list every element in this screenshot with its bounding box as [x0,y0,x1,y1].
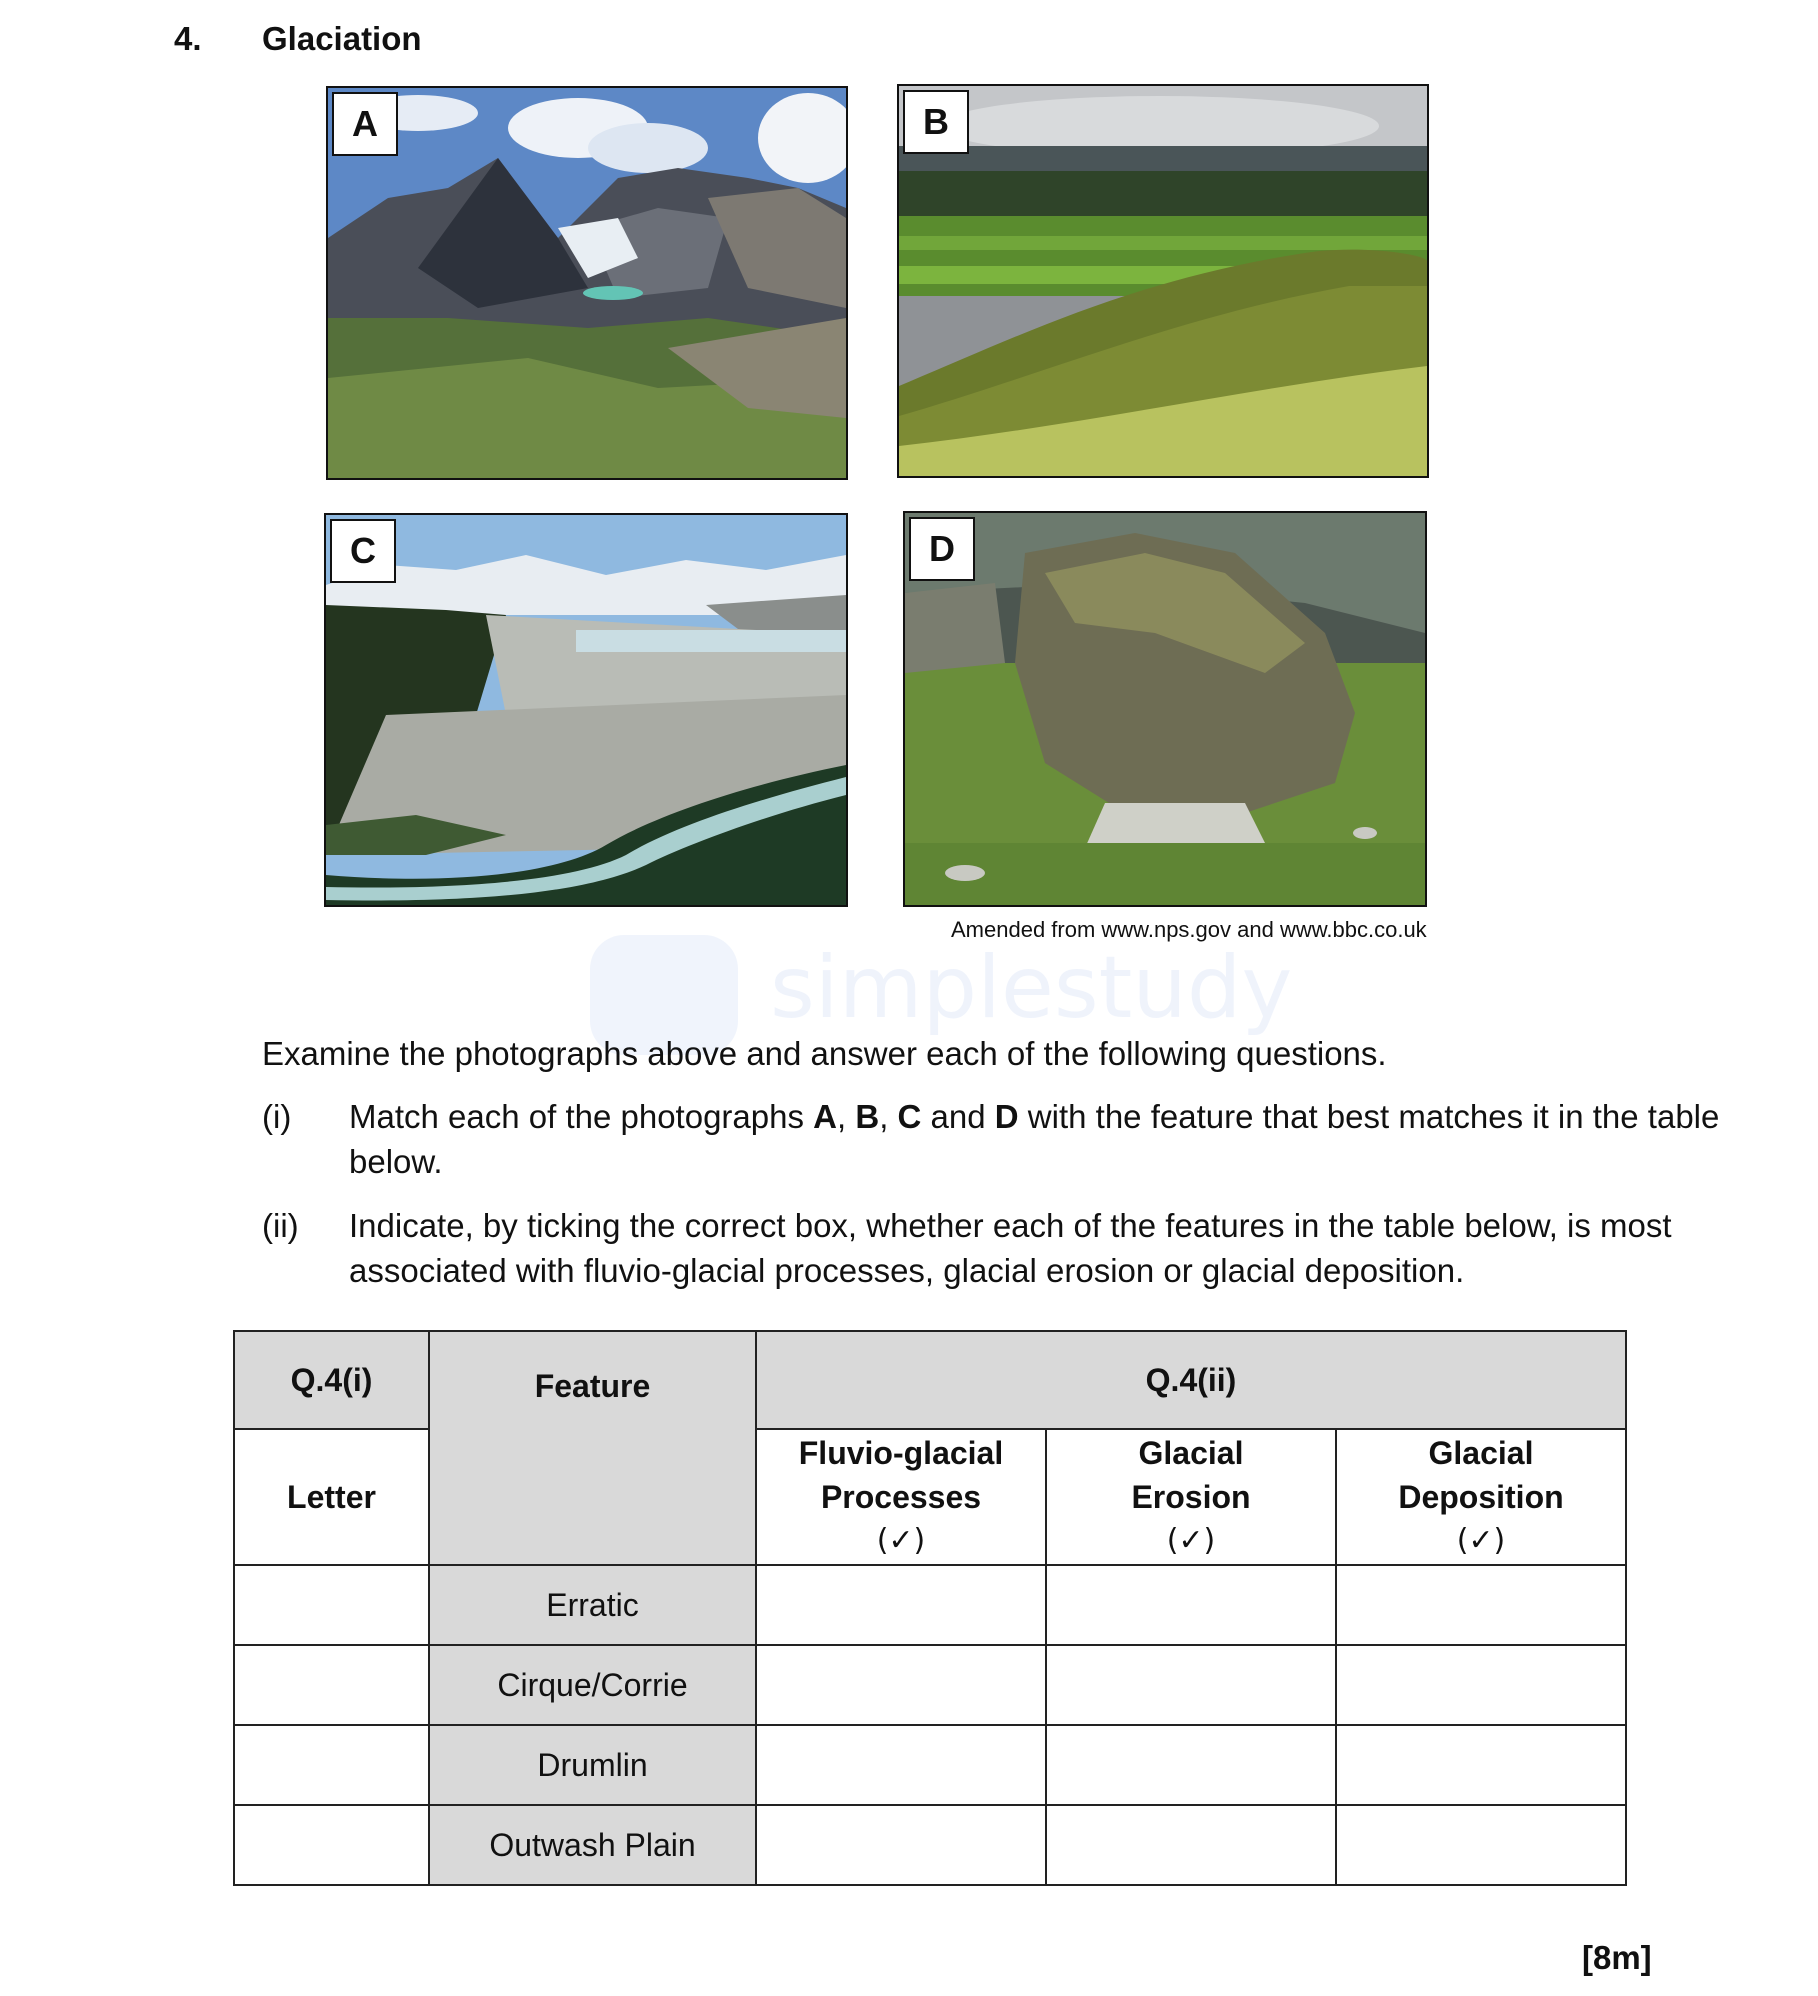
letter-answer-cell[interactable] [234,1645,429,1725]
deposition-line-2: Deposition [1398,1479,1564,1515]
question-number: 4. [174,20,202,57]
deposition-line-1: Glacial [1428,1435,1534,1471]
answer-table [233,1330,1627,1886]
text-segment: Indicate, by ticking the correct box, whether each of the features in the table below, is most associated with fluvio-glacial processes, glacial erosion or glacial deposition. [349,1207,1672,1289]
glacial-deposition-tick-box[interactable] [1336,1725,1626,1805]
fluvio-line-1: Fluvio-glacial [798,1435,1004,1471]
photo-letter-emphasis: D [994,1098,1019,1135]
question-title: Glaciation [262,20,422,57]
glacial-erosion-tick-box[interactable] [1046,1645,1336,1725]
text-segment: with the feature that best matches it in the table below. [349,1098,1720,1180]
photo-d-label: D [909,517,975,581]
drumlin-image [899,86,1427,476]
glacial-erosion-tick-box[interactable] [1046,1805,1336,1885]
header-letter: Letter [234,1429,429,1565]
part-i-number: (i) [262,1098,292,1135]
table-row [234,1725,1626,1805]
feature-cell: Drumlin [429,1725,756,1805]
photo-b-drumlin [897,84,1429,478]
header-feature [429,1331,756,1565]
part-ii-text [349,1203,1739,1293]
glacial-deposition-tick-box[interactable] [1336,1805,1626,1885]
text-segment: , [879,1098,898,1135]
feature-label: Feature [534,1368,651,1404]
glacial-erosion-tick-box[interactable] [1046,1565,1336,1645]
marks-total: [8m] [1582,1939,1652,1976]
tick-hint: (✓) [1456,1523,1506,1558]
letter-answer-cell[interactable] [234,1565,429,1645]
header-glacial-erosion [1046,1429,1336,1565]
text-segment: and [921,1098,995,1135]
fluvio-glacial-tick-box[interactable] [756,1565,1046,1645]
tick-hint: (✓) [1166,1523,1216,1558]
photo-letter-emphasis: C [897,1098,922,1135]
header-q4ii: Q.4(ii) [756,1331,1626,1429]
photo-d-erratic [903,511,1427,907]
text-segment: Match each of the photographs [349,1098,814,1135]
part-ii-number: (ii) [262,1207,299,1244]
photo-b-label: B [903,90,969,154]
table-row [234,1805,1626,1885]
outwash-plain-image [326,515,846,905]
fluvio-line-2: Processes [820,1479,982,1515]
photo-letter-emphasis: A [813,1098,837,1135]
photo-c-label: C [330,519,396,583]
glacial-erosion-tick-box[interactable] [1046,1725,1336,1805]
table-row [234,1645,1626,1725]
table-row [234,1565,1626,1645]
glacial-deposition-tick-box[interactable] [1336,1645,1626,1725]
erratic-image [905,513,1425,905]
glacial-deposition-tick-box[interactable] [1336,1565,1626,1645]
instruction-text: Examine the photographs above and answer each of the following questions. [262,1035,1387,1072]
fluvio-glacial-tick-box[interactable] [756,1645,1046,1725]
text-segment: , [837,1098,856,1135]
fluvio-glacial-tick-box[interactable] [756,1805,1046,1885]
header-fluvio-glacial [756,1429,1046,1565]
photo-a-label: A [332,92,398,156]
fluvio-glacial-tick-box[interactable] [756,1725,1046,1805]
feature-cell: Erratic [429,1565,756,1645]
photo-c-outwash-plain [324,513,848,907]
feature-cell: Cirque/Corrie [429,1645,756,1725]
tick-hint: (✓) [876,1523,926,1558]
part-i-text [349,1094,1739,1184]
photo-a-cirque [326,86,848,480]
image-credit: Amended from www.nps.gov and www.bbc.co.uk [951,917,1427,942]
feature-cell: Outwash Plain [429,1805,756,1885]
erosion-line-2: Erosion [1131,1479,1251,1515]
header-glacial-deposition [1336,1429,1626,1565]
letter-answer-cell[interactable] [234,1805,429,1885]
letter-answer-cell[interactable] [234,1725,429,1805]
erosion-line-1: Glacial [1138,1435,1244,1471]
header-q4i: Q.4(i) [234,1331,429,1429]
photo-letter-emphasis: B [855,1098,880,1135]
cirque-image [328,88,846,478]
watermark-text: simplestudy [770,938,1293,1038]
